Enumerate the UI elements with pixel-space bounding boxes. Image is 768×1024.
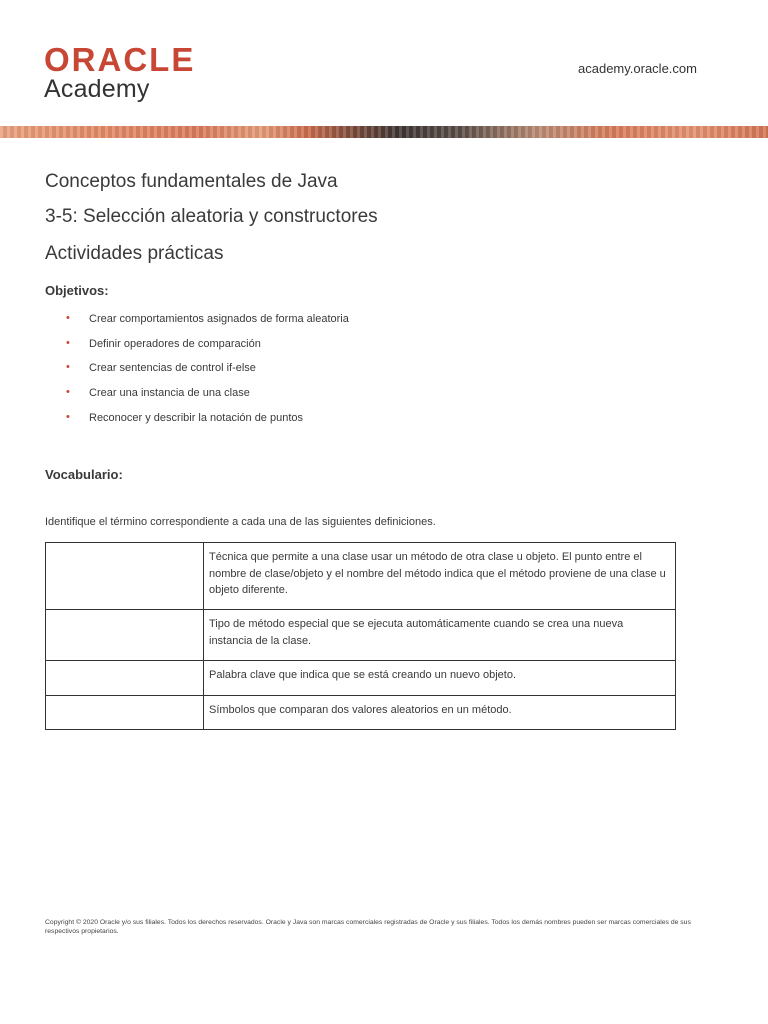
objective-text: Crear una instancia de una clase <box>89 387 250 400</box>
definition-cell: Palabra clave que indica que se está creando un nuevo objeto. <box>204 661 676 696</box>
bullet-icon: • <box>66 336 70 349</box>
logo-brand: ORACLE <box>44 41 196 78</box>
term-cell[interactable] <box>46 661 204 696</box>
oracle-academy-logo <box>44 40 195 102</box>
lesson-title: 3-5: Selección aleatoria y constructores <box>45 206 378 227</box>
objective-text: Definir operadores de comparación <box>89 337 261 350</box>
objective-text: Crear sentencias de control if-else <box>89 362 256 375</box>
definition-cell: Símbolos que comparan dos valores aleatorios en un método. <box>204 696 676 730</box>
definition-cell: Técnica que permite a una clase usar un método de otra clase u objeto. El punto entre el nombre de clase/objeto y el nombre del método indica que el método proviene de una clase u objeto diferente. <box>204 543 676 610</box>
site-url: academy.oracle.com <box>578 61 697 76</box>
logo-sub: Academy <box>44 75 150 103</box>
bullet-icon: • <box>66 386 70 399</box>
term-cell[interactable] <box>46 696 204 730</box>
table-row <box>46 610 676 661</box>
course-title: Conceptos fundamentales de Java <box>45 171 338 192</box>
bullet-icon: • <box>66 361 70 374</box>
copyright-footer: Copyright © 2020 Oracle y/o sus filiales. Todos los derechos reservados. Oracle y Java son marcas comerciales registradas de Oracle y sus filiales. Todos los demás nombres pueden ser marcas comerciales de sus respectivos propietarios. <box>45 919 691 935</box>
definition-cell: Tipo de método especial que se ejecuta automáticamente cuando se crea una nueva instancia de la clase. <box>204 610 676 661</box>
objectives-heading: Objetivos: <box>45 283 109 298</box>
vocabulary-heading: Vocabulario: <box>45 467 123 482</box>
table-row <box>46 543 676 610</box>
term-cell[interactable] <box>46 610 204 661</box>
table-row <box>46 661 676 696</box>
bullet-icon: • <box>66 410 70 423</box>
objective-text: Crear comportamientos asignados de forma aleatoria <box>89 313 349 325</box>
table-row <box>46 696 676 730</box>
bullet-icon: • <box>66 312 70 324</box>
vocabulary-table <box>45 542 676 730</box>
term-cell[interactable] <box>46 543 204 610</box>
decorative-banner <box>0 126 768 138</box>
objective-text: Reconocer y describir la notación de puntos <box>89 411 304 424</box>
vocabulary-instructions: Identifique el término correspondiente a cada una de las siguientes definiciones. <box>45 516 436 528</box>
activity-title: Actividades prácticas <box>45 243 224 264</box>
